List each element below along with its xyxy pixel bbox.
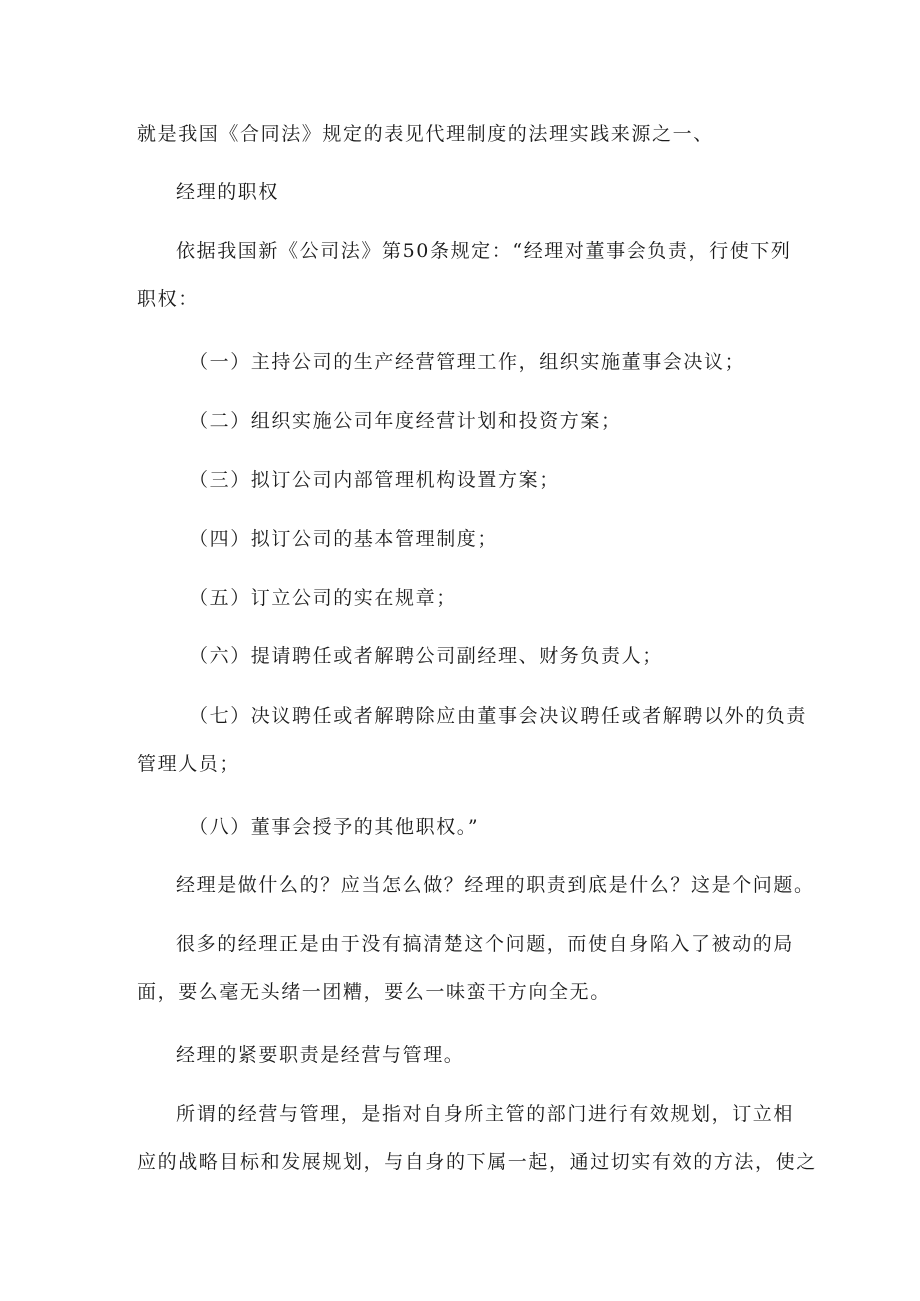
text-line: （二）组织实施公司年度经营计划和投资方案； [189, 410, 622, 432]
list-item-3 [137, 456, 849, 504]
list-item-7 [137, 692, 808, 788]
text-line: 依据我国新《公司法》第50条规定：“经理对董事会负责，行使下列 [176, 240, 792, 262]
text-line: 管理人员； [137, 753, 241, 775]
list-item-5 [137, 574, 849, 622]
text-line: （六）提请聘任或者解聘公司副经理、财务负责人； [189, 645, 663, 667]
section-heading [137, 168, 836, 216]
list-item-1 [137, 338, 849, 386]
text-line: （一）主持公司的生产经营管理工作，组织实施董事会决议； [189, 351, 746, 373]
text-line: 所谓的经营与管理，是指对自身所主管的部门进行有效规划，订立相 [176, 1103, 795, 1125]
text-line: （七）决议聘任或者解聘除应由董事会决议聘任或者解聘以外的负责 [189, 705, 808, 727]
text-line: 就是我国《合同法》规定的表见代理制度的法理实践来源之一、 [137, 123, 714, 145]
paragraph-operation-management [137, 1090, 817, 1186]
list-item-8 [137, 803, 849, 851]
paragraph-manager-confusion [137, 920, 797, 1016]
paragraph-apparent-agency [137, 110, 797, 158]
text-line: （五）订立公司的实在规章； [189, 587, 457, 609]
paragraph-manager-question [137, 861, 836, 909]
text-line: 很多的经理正是由于没有搞清楚这个问题，而使自身陷入了被动的局 [176, 933, 795, 955]
text-line: 职权： [137, 288, 199, 310]
text-line: （八）董事会授予的其他职权。” [189, 816, 480, 838]
text-line: 应的战略目标和发展规划，与自身的下属一起，通过切实有效的方法，使之 [137, 1151, 817, 1173]
text-line: 经理是做什么的？应当怎么做？经理的职责到底是什么？这是个问题。 [176, 874, 815, 896]
text-line: 面，要么毫无头绪一团糟，要么一味蛮干方向全无。 [137, 981, 611, 1003]
paragraph-manager-duty [137, 1031, 836, 1079]
paragraph-company-law-intro [137, 227, 797, 323]
list-item-4 [137, 515, 849, 563]
list-item-2 [137, 397, 849, 445]
text-line: （四）拟订公司的基本管理制度； [189, 528, 499, 550]
text-line: 经理的职权 [176, 181, 280, 203]
text-line: 经理的紧要职责是经营与管理。 [176, 1044, 465, 1066]
list-item-6 [137, 632, 849, 680]
text-line: （三）拟订公司内部管理机构设置方案； [189, 469, 560, 491]
